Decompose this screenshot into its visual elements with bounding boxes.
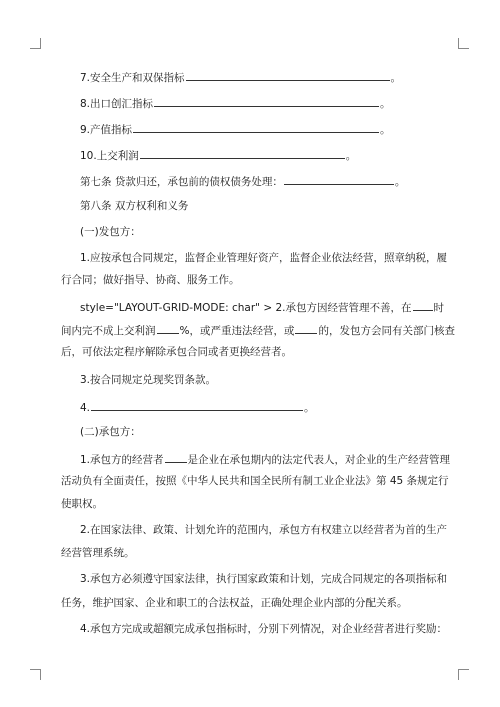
indicator-profit-label: 10.上交利润 [80,150,139,162]
article-7-line [80,173,405,189]
paragraph-text: 时 [433,302,444,314]
indicator-output-label: 9.产值指标 [80,124,133,136]
paragraph-text: 1.承包方的经营者 [80,454,164,466]
indicator-export-line [80,95,391,111]
period: 。 [394,176,406,188]
blank-field [284,173,394,185]
corner-mark-bottom-left [30,669,41,680]
period: 。 [304,402,315,414]
corner-mark-top-left [30,38,41,49]
indicator-export-label: 8.出口创汇指标 [80,98,154,110]
blank-field [91,399,303,411]
blank-field [165,451,187,463]
paragraph-line: 行合同；做好指导、协商、服务工作。 [61,274,240,286]
blank-field [157,322,179,334]
paragraph-text: 是企业在承包期内的法定代表人，对企业的生产经营管理 [187,454,451,466]
indicator-output-line [80,121,391,137]
section-contractor-heading: (二)承包方： [80,426,141,438]
paragraph-line: 4.承包方完成或超额完成承包指标时，分别下列情况，对企业经营者进行奖励： [80,623,448,635]
section-employer-heading: (一)发包方： [80,226,141,238]
paragraph-line: 2.在国家法律、政策、计划允许的范围内，承包方有权建立以经营者为首的生产 [80,524,448,536]
indicator-safety-line [80,69,401,85]
blank-field [154,95,379,107]
blank-field [133,121,379,133]
paragraph-line [80,299,444,315]
corner-mark-top-right [458,38,469,49]
period: 。 [345,150,357,162]
indicator-safety-label: 7.安全生产和双保指标 [80,72,185,84]
article-8-heading: 第八条 双方权利和义务 [80,200,189,212]
paragraph-line: 3.按合同规定兑现奖罚条款。 [80,374,217,386]
article-7-text: 第七条 贷款归还，承包前的债权债务处理： [80,176,283,188]
period: 。 [380,98,391,110]
blank-field [186,69,390,81]
paragraph-text: style="LAYOUT-GRID-MODE: char" > 2.承包方因经营管理不善，在 [80,302,412,314]
paragraph-line: 活动负有全面责任，按照《中华人民共和国全民所有制工业企业法》第 45 条规定行 [61,475,449,487]
paragraph-line: 1.应按承包合同规定，监督企业管理好资产，监督企业依法经营，照章纳税，履 [80,252,448,264]
corner-mark-bottom-right [458,669,469,680]
paragraph-line: 3.承包方必须遵守国家法律，执行国家政策和计划，完成合同规定的各项指标和 [80,573,448,585]
period: 。 [380,124,391,136]
blank-field [413,299,433,311]
paragraph-text: 4. [80,402,91,414]
paragraph-line: 任务，维护国家、企业和职工的合法权益，正确处理企业内部的分配关系。 [61,597,408,609]
indicator-profit-line [80,147,356,163]
paragraph-line: 经营管理系统。 [61,547,135,559]
blank-field [295,322,317,334]
paragraph-line: 使职权。 [61,498,103,510]
paragraph-text: %，或严重违法经营，或 [179,325,295,337]
paragraph-line [80,399,315,415]
period: 。 [390,72,402,84]
paragraph-text: 的，发包方会同有关部门核查 [318,325,455,337]
paragraph-line [61,322,455,338]
paragraph-line [80,451,450,467]
blank-field [140,147,345,159]
paragraph-line: 后，可依法定程序解除承包合同或者更换经营者。 [61,346,292,358]
paragraph-text: 间内完不成上交利润 [61,325,156,337]
